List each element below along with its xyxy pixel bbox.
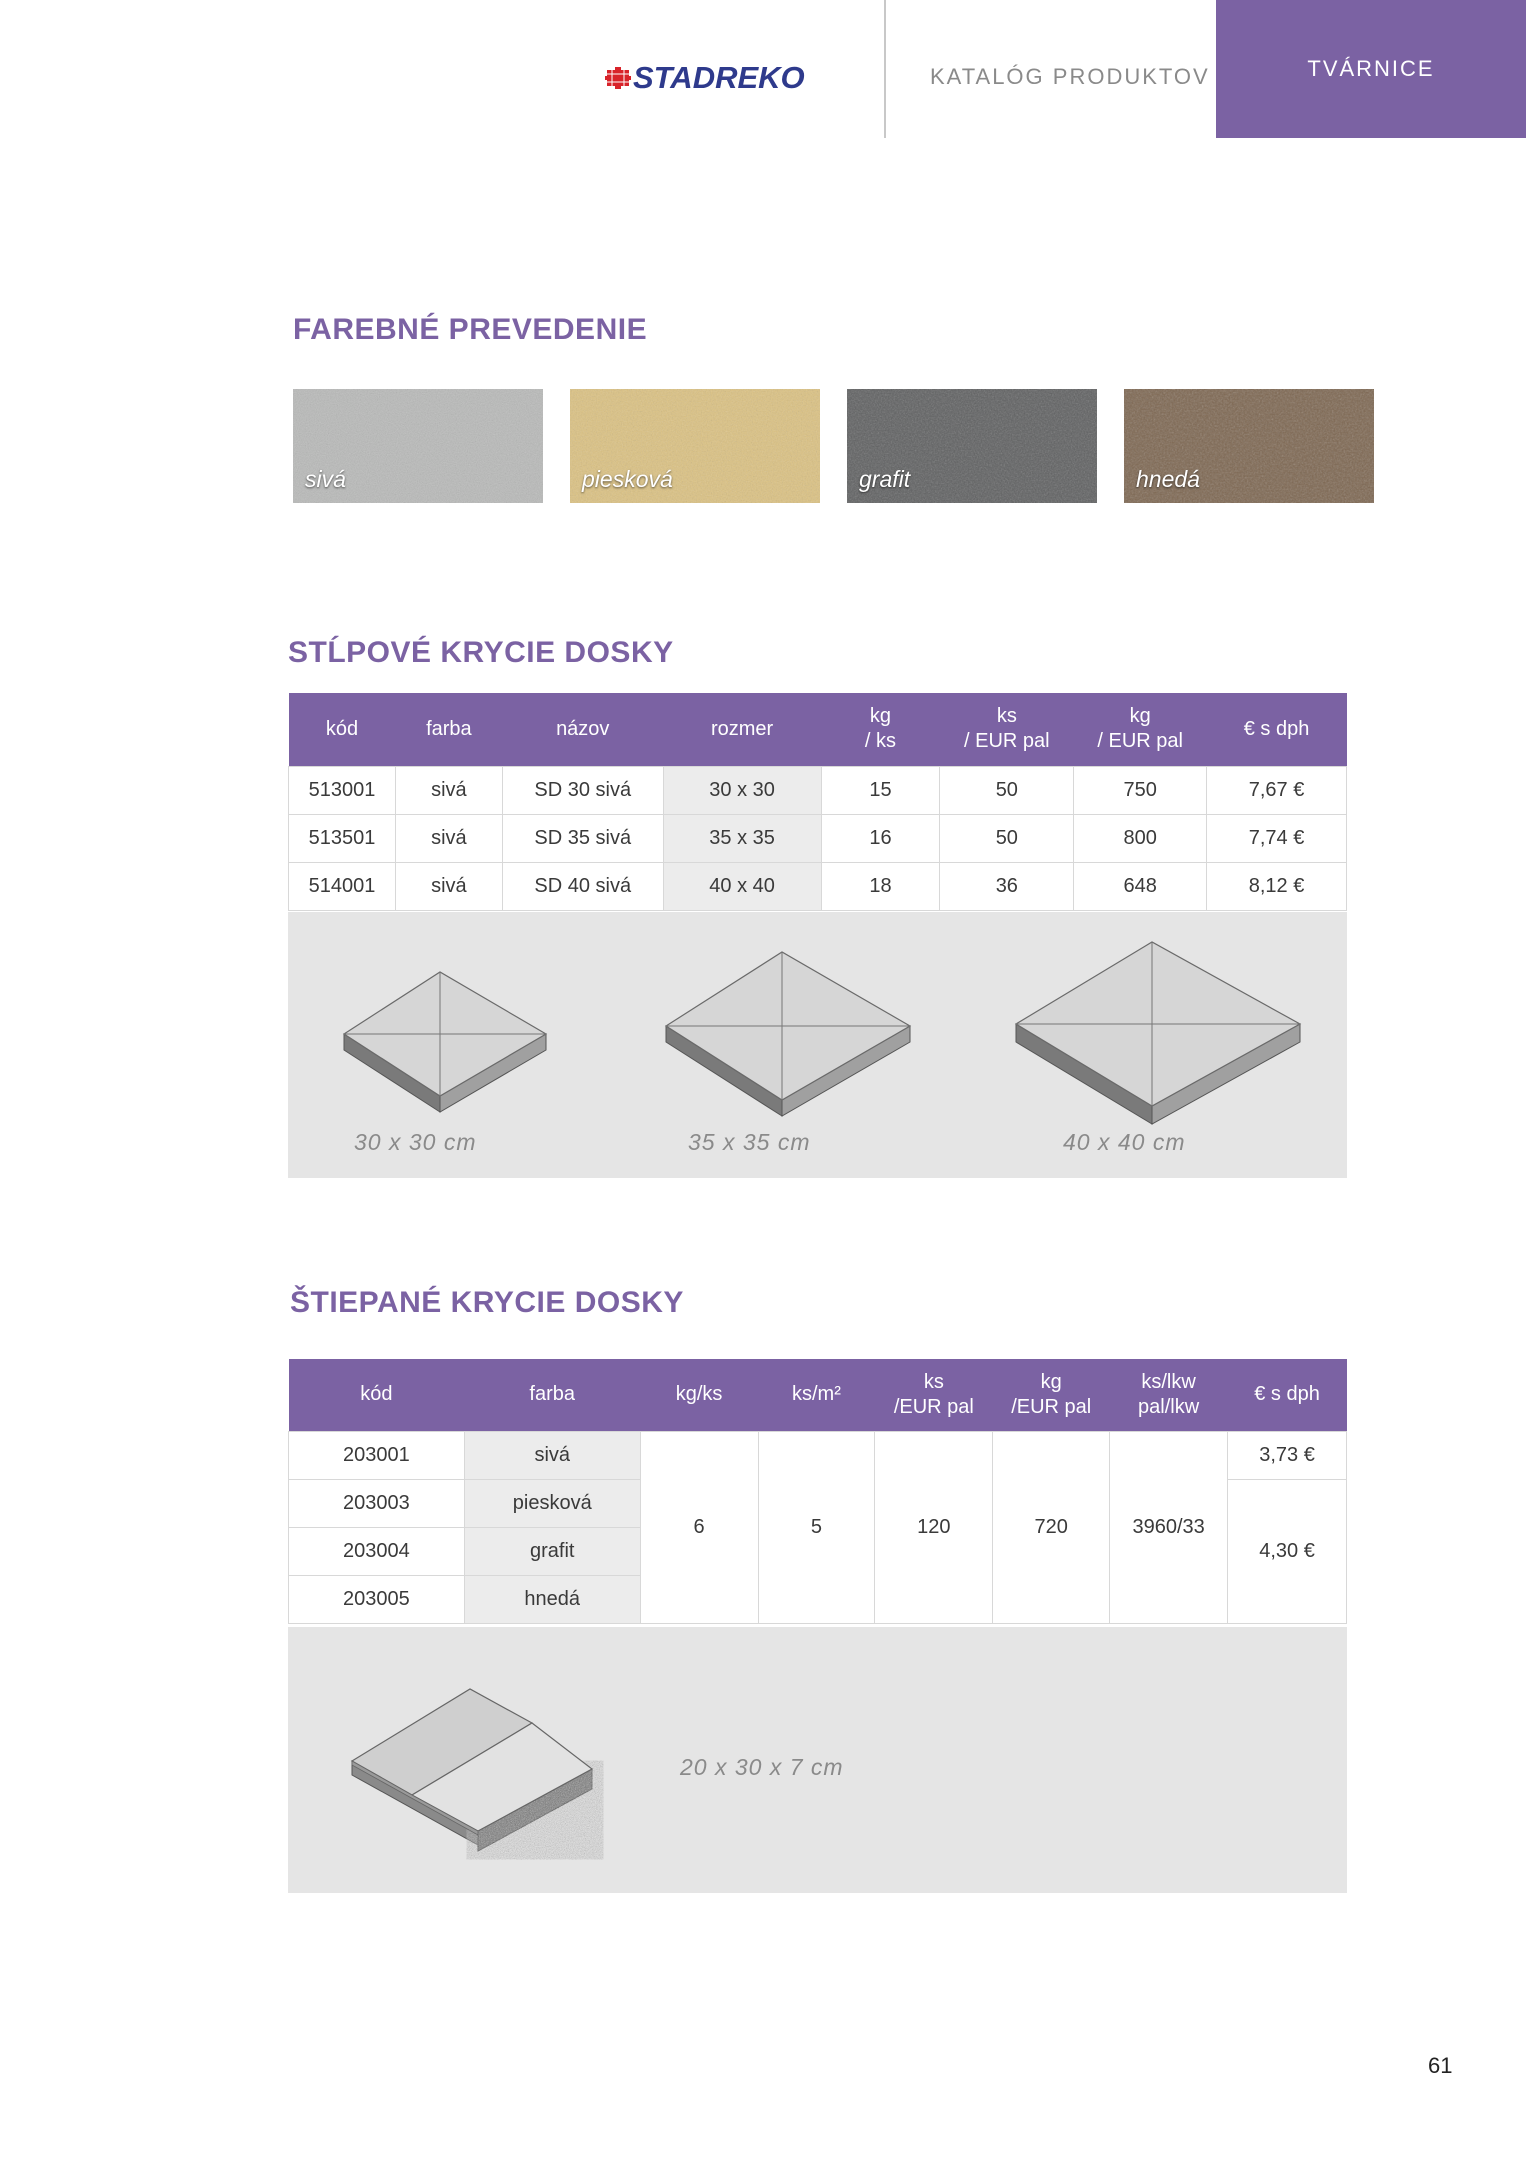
table-row <box>289 814 1347 862</box>
header-pieces-per-pallet: ks / EUR pal <box>940 693 1074 766</box>
table-header-row <box>289 1359 1347 1431</box>
swatch-gray <box>293 389 543 503</box>
cell-color: sivá <box>395 814 502 862</box>
cell-price: 7,67 € <box>1207 766 1347 814</box>
header-size: rozmer <box>663 693 821 766</box>
header-kg-per-piece: kg / ks <box>821 693 940 766</box>
cell-color: grafit <box>464 1527 640 1575</box>
logo-mark-icon <box>605 65 631 91</box>
cell-name: SD 30 sivá <box>502 766 663 814</box>
header-kg-per-pallet: kg /EUR pal <box>993 1359 1110 1431</box>
cell-kg-per-pallet: 720 <box>993 1431 1110 1623</box>
post-caps-drawings <box>288 912 1347 1178</box>
cell-pieces-per-pallet: 120 <box>875 1431 993 1623</box>
cell-code: 513501 <box>289 814 396 862</box>
split-cap-drawing <box>348 1685 608 1865</box>
cell-size: 30 x 30 <box>663 766 821 814</box>
swatch-sand <box>570 389 820 503</box>
cell-kg-per-piece: 18 <box>821 862 940 910</box>
cell-pieces-per-pallet: 36 <box>940 862 1074 910</box>
split-caps-drawing-panel <box>288 1627 1347 1893</box>
post-cap-35-drawing <box>658 948 918 1128</box>
logo-text: STADREKO <box>633 60 805 95</box>
cell-price: 7,74 € <box>1207 814 1347 862</box>
cell-color: piesková <box>464 1479 640 1527</box>
table-row <box>289 862 1347 910</box>
post-caps-table <box>288 693 1347 911</box>
cell-color: hnedá <box>464 1575 640 1623</box>
cell-size: 35 x 35 <box>663 814 821 862</box>
table-row <box>289 766 1347 814</box>
cell-pieces-per-m2: 5 <box>758 1431 875 1623</box>
cell-size: 40 x 40 <box>663 862 821 910</box>
header-code: kód <box>289 1359 465 1431</box>
header-pieces-per-truck: ks/lkw pal/lkw <box>1110 1359 1228 1431</box>
header-kg-per-piece: kg/ks <box>640 1359 758 1431</box>
page-number: 61 <box>1428 2053 1453 2078</box>
dim-label-35: 35 x 35 cm <box>688 1129 811 1155</box>
swatch-brown <box>1124 389 1374 503</box>
dim-label-30: 30 x 30 cm <box>354 1129 477 1155</box>
cell-kg-per-piece: 6 <box>640 1431 758 1623</box>
header-pieces-per-pallet: ks /EUR pal <box>875 1359 993 1431</box>
split-caps-table <box>288 1359 1347 1624</box>
cell-kg-per-pallet: 648 <box>1074 862 1207 910</box>
header-price: € s dph <box>1207 693 1347 766</box>
section-tab[interactable]: TVÁRNICE <box>1216 0 1526 138</box>
cell-price: 4,30 € <box>1228 1479 1347 1623</box>
swatch-label: piesková <box>582 466 673 492</box>
dim-label-40: 40 x 40 cm <box>1063 1129 1186 1155</box>
post-cap-40-drawing <box>1010 938 1306 1134</box>
cell-name: SD 40 sivá <box>502 862 663 910</box>
cell-code: 513001 <box>289 766 396 814</box>
cell-kg-per-pallet: 800 <box>1074 814 1207 862</box>
cell-color: sivá <box>395 766 502 814</box>
cell-color: sivá <box>464 1431 640 1479</box>
swatch-graphite <box>847 389 1097 503</box>
split-caps-title: ŠTIEPANÉ KRYCIE DOSKY <box>290 1286 684 1319</box>
table-row <box>289 1431 1347 1479</box>
cell-code: 203004 <box>289 1527 465 1575</box>
cell-price: 3,73 € <box>1228 1431 1347 1479</box>
header-color: farba <box>464 1359 640 1431</box>
swatch-label: grafit <box>859 466 911 492</box>
cell-kg-per-piece: 16 <box>821 814 940 862</box>
company-logo <box>605 58 843 98</box>
cell-name: SD 35 sivá <box>502 814 663 862</box>
cell-pieces-per-truck: 3960/33 <box>1110 1431 1228 1623</box>
header-kg-per-pallet: kg / EUR pal <box>1074 693 1207 766</box>
post-cap-30-drawing <box>328 962 568 1122</box>
post-caps-title: STĹPOVÉ KRYCIE DOSKY <box>288 636 674 669</box>
header-name: názov <box>502 693 663 766</box>
cell-code: 514001 <box>289 862 396 910</box>
header-divider <box>884 0 886 138</box>
cell-price: 8,12 € <box>1207 862 1347 910</box>
cell-color: sivá <box>395 862 502 910</box>
cell-kg-per-piece: 15 <box>821 766 940 814</box>
catalog-label: KATALÓG PRODUKTOV <box>930 64 1210 89</box>
cell-pieces-per-pallet: 50 <box>940 814 1074 862</box>
cell-code: 203005 <box>289 1575 465 1623</box>
header-code: kód <box>289 693 396 766</box>
swatch-label: sivá <box>305 466 346 492</box>
cell-code: 203003 <box>289 1479 465 1527</box>
header-color: farba <box>395 693 502 766</box>
cell-kg-per-pallet: 750 <box>1074 766 1207 814</box>
table-header-row <box>289 693 1347 766</box>
cell-pieces-per-pallet: 50 <box>940 766 1074 814</box>
dim-label-split-cap: 20 x 30 x 7 cm <box>680 1754 844 1780</box>
colors-section-title: FAREBNÉ PREVEDENIE <box>293 313 648 346</box>
header-price: € s dph <box>1228 1359 1347 1431</box>
cell-code: 203001 <box>289 1431 465 1479</box>
swatch-label: hnedá <box>1136 466 1200 492</box>
header-pieces-per-m2: ks/m² <box>758 1359 875 1431</box>
